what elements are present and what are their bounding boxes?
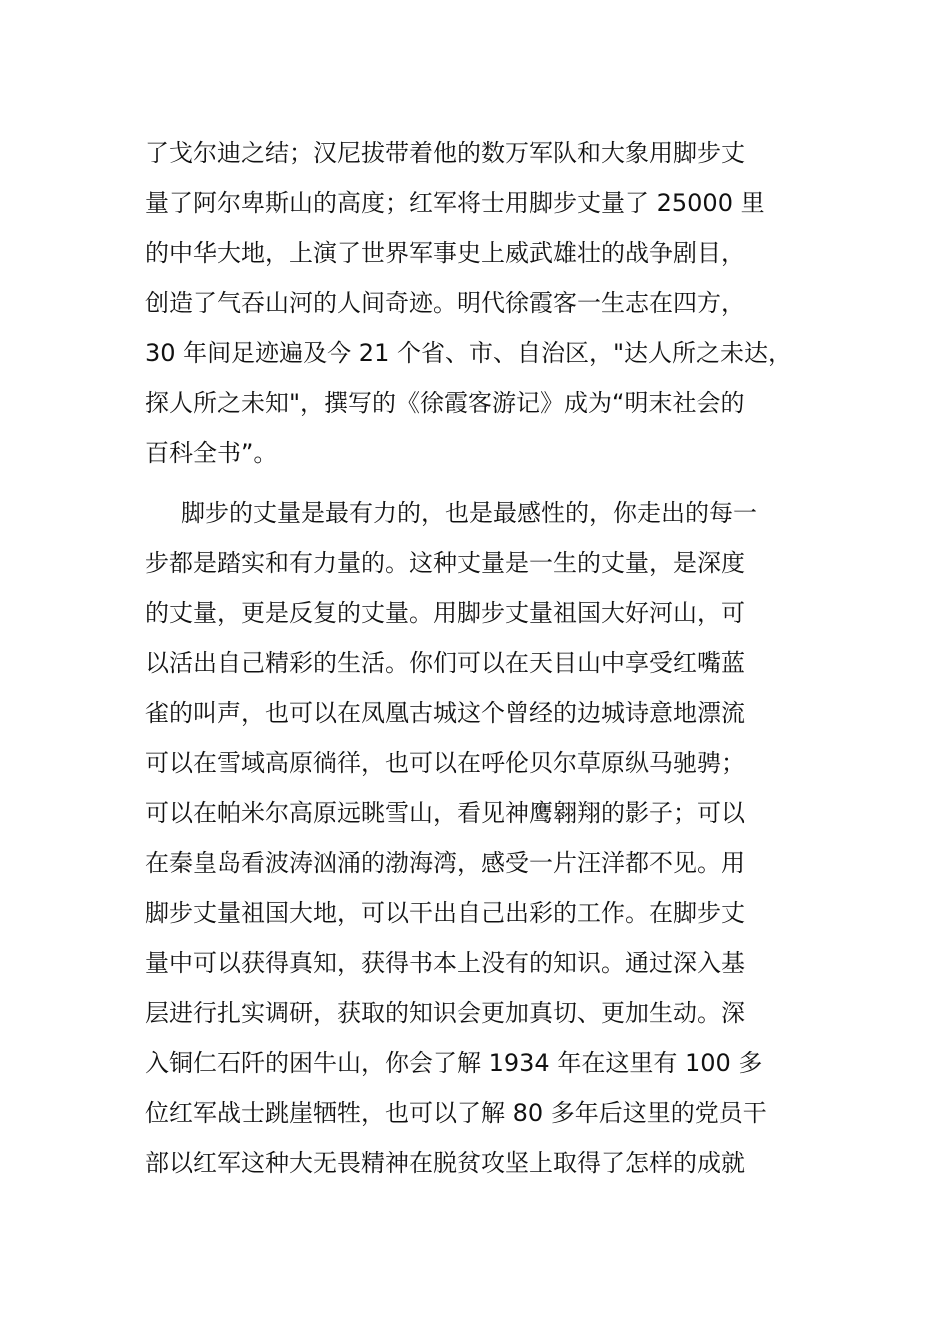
paragraph-line: 入铜仁石阡的困牛山，你会了解 1934 年在这里有 100 多 — [145, 1049, 763, 1077]
paragraph-line: 的中华大地，上演了世界军事史上威武雄壮的战争剧目， — [145, 239, 745, 267]
paragraph-spacer — [145, 478, 810, 488]
paragraph-2 — [145, 488, 810, 1188]
paragraph-line: 雀的叫声，也可以在凤凰古城这个曾经的边城诗意地漂流 — [145, 699, 745, 727]
paragraph-line: 量了阿尔卑斯山的高度；红军将士用脚步丈量了 25000 里 — [145, 189, 765, 217]
paragraph-line: 百科全书”。 — [145, 439, 278, 467]
paragraph-line: 量中可以获得真知，获得书本上没有的知识。通过深入基 — [145, 949, 745, 977]
paragraph-line: 的丈量，更是反复的丈量。用脚步丈量祖国大好河山，可 — [145, 599, 745, 627]
paragraph-line: 层进行扎实调研，获取的知识会更加真切、更加生动。深 — [145, 999, 745, 1027]
paragraph-line: 了戈尔迪之结；汉尼拔带着他的数万军队和大象用脚步丈 — [145, 139, 745, 167]
paragraph-line: 脚步丈量祖国大地，可以干出自己出彩的工作。在脚步丈 — [145, 899, 745, 927]
paragraph-line: 创造了气吞山河的人间奇迹。明代徐霞客一生志在四方， — [145, 289, 745, 317]
paragraph-line: 在秦皇岛看波涛汹涌的渤海湾，感受一片汪洋都不见。用 — [145, 849, 745, 877]
paragraph-line: 30 年间足迹遍及今 21 个省、市、自治区，"达人所之未达， — [145, 339, 793, 367]
document-body — [145, 128, 810, 1188]
paragraph-line: 可以在帕米尔高原远眺雪山，看见神鹰翱翔的影子；可以 — [145, 799, 745, 827]
paragraph-line: 位红军战士跳崖牺牲，也可以了解 80 多年后这里的党员干 — [145, 1099, 767, 1127]
paragraph-line: 可以在雪域高原徜徉，也可以在呼伦贝尔草原纵马驰骋； — [145, 749, 745, 777]
paragraph-first-line: 脚步的丈量是最有力的，也是最感性的，你走出的每一 — [181, 499, 757, 527]
paragraph-line: 步都是踏实和有力量的。这种丈量是一生的丈量，是深度 — [145, 549, 745, 577]
paragraph-1 — [145, 128, 810, 478]
paragraph-line: 探人所之未知"，撰写的《徐霞客游记》成为“明末社会的 — [145, 389, 745, 417]
paragraph-line: 以活出自己精彩的生活。你们可以在天目山中享受红嘴蓝 — [145, 649, 745, 677]
paragraph-line: 部以红军这种大无畏精神在脱贫攻坚上取得了怎样的成就 — [145, 1149, 745, 1177]
